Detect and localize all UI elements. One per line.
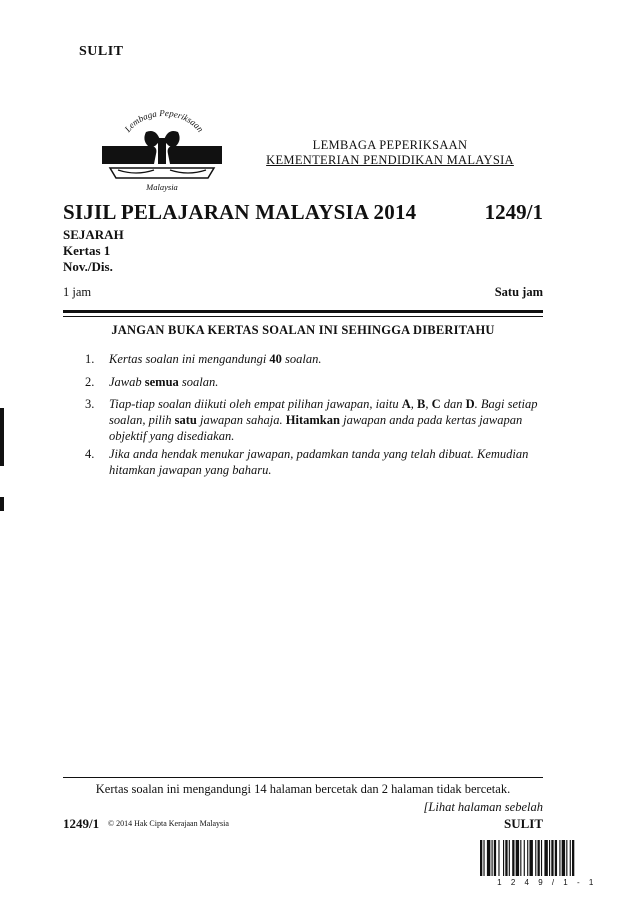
organization-name [240,138,540,168]
barcode-bar [480,840,482,876]
barcode-bar [524,840,525,876]
instruction-text: Tiap-tiap soalan diikuti oleh empat pilihan jawapan, iaitu A, B, C dan D. Bagi setiap soalan, pilih satu jawapan sahaja. Hitamkan jawapan anda pada kertas jawapan objektif yang disediakan. [109,397,538,443]
logo-bottom-text: Malaysia [146,182,178,192]
barcode-bar [572,840,574,876]
exam-title: SIJIL PELAJARAN MALAYSIA 2014 [63,200,417,224]
barcode-bar [538,840,540,876]
edge-scan-mark [0,408,4,466]
organization-line-1: LEMBAGA PEPERIKSAAN [312,138,468,152]
barcode-bar [559,840,560,876]
paper-code: 1249/1 [484,200,543,224]
page-count-note: Kertas soalan ini mengandungi 14 halaman bercetak dan 2 halaman tidak bercetak. [95,782,511,796]
duration-words: Satu jam [494,285,543,299]
barcode-bar [570,840,571,876]
exam-session: Nov./Dis. [63,259,113,274]
instruction-text: Kertas soalan ini mengandungi 40 soalan. [109,352,322,366]
instruction-number: 4. [85,447,95,461]
barcode-bar [503,840,504,876]
barcode-text: 1 2 4 9 / 1 - 1 [497,878,597,887]
subject-block [63,227,124,275]
paper-number: Kertas 1 [63,243,111,258]
barcode-bar [566,840,567,876]
barcode-bar [535,840,536,876]
divider-thick [63,310,543,313]
footer-paper-code: 1249/1 [63,816,100,831]
barcode-bar [494,840,496,876]
barcode-bar [498,840,499,876]
instruction-item [85,396,543,444]
barcode-bar [483,840,484,876]
copyright-text: © 2014 Hak Cipta Kerajaan Malaysia [108,819,229,828]
header-classification: SULIT [79,44,124,59]
barcode-bar [562,840,565,876]
barcode-bar [509,840,510,876]
instruction-number: 2. [85,375,95,389]
subject-name: SEJARAH [63,227,124,242]
barcode-bar [487,840,490,876]
divider-thin [63,316,543,317]
footer-divider [63,777,543,778]
duration-numeric: 1 jam [63,285,92,299]
barcode-bar [549,840,550,876]
instruction-text: Jika anda hendak menukar jawapan, padamkan tanda yang telah dibuat. Kemudian hitamkan jawapan yang baharu. [109,447,529,477]
instruction-number: 3. [85,397,95,411]
edge-scan-mark [0,497,4,511]
barcode [480,840,614,880]
organization-line-2: KEMENTERIAN PENDIDIKAN MALAYSIA [266,153,514,167]
barcode-bar [555,840,557,876]
instruction-item [85,446,543,480]
warning-text: JANGAN BUKA KERTAS SOALAN INI SEHINGGA DIBERITAHU [111,323,495,337]
exam-board-logo [96,106,228,196]
barcode-bar [512,840,514,876]
instruction-item [85,351,543,369]
barcode-bar [541,840,542,876]
barcode-bar [505,840,507,876]
logo-arc-text: Lembaga Peperiksaan [122,107,206,134]
barcode-bar [492,840,493,876]
instruction-item [85,374,543,392]
next-page-note: [Lihat halaman sebelah [423,800,543,814]
barcode-bar [516,840,519,876]
barcode-bar [529,840,532,876]
barcode-bar [520,840,521,876]
instruction-number: 1. [85,352,95,366]
barcode-bar [544,840,547,876]
svg-text:Lembaga Peperiksaan [122,108,206,135]
instruction-text: Jawab semua soalan. [109,375,219,389]
footer-classification: SULIT [503,816,543,831]
barcode-bar [527,840,528,876]
barcode-bar [551,840,553,876]
